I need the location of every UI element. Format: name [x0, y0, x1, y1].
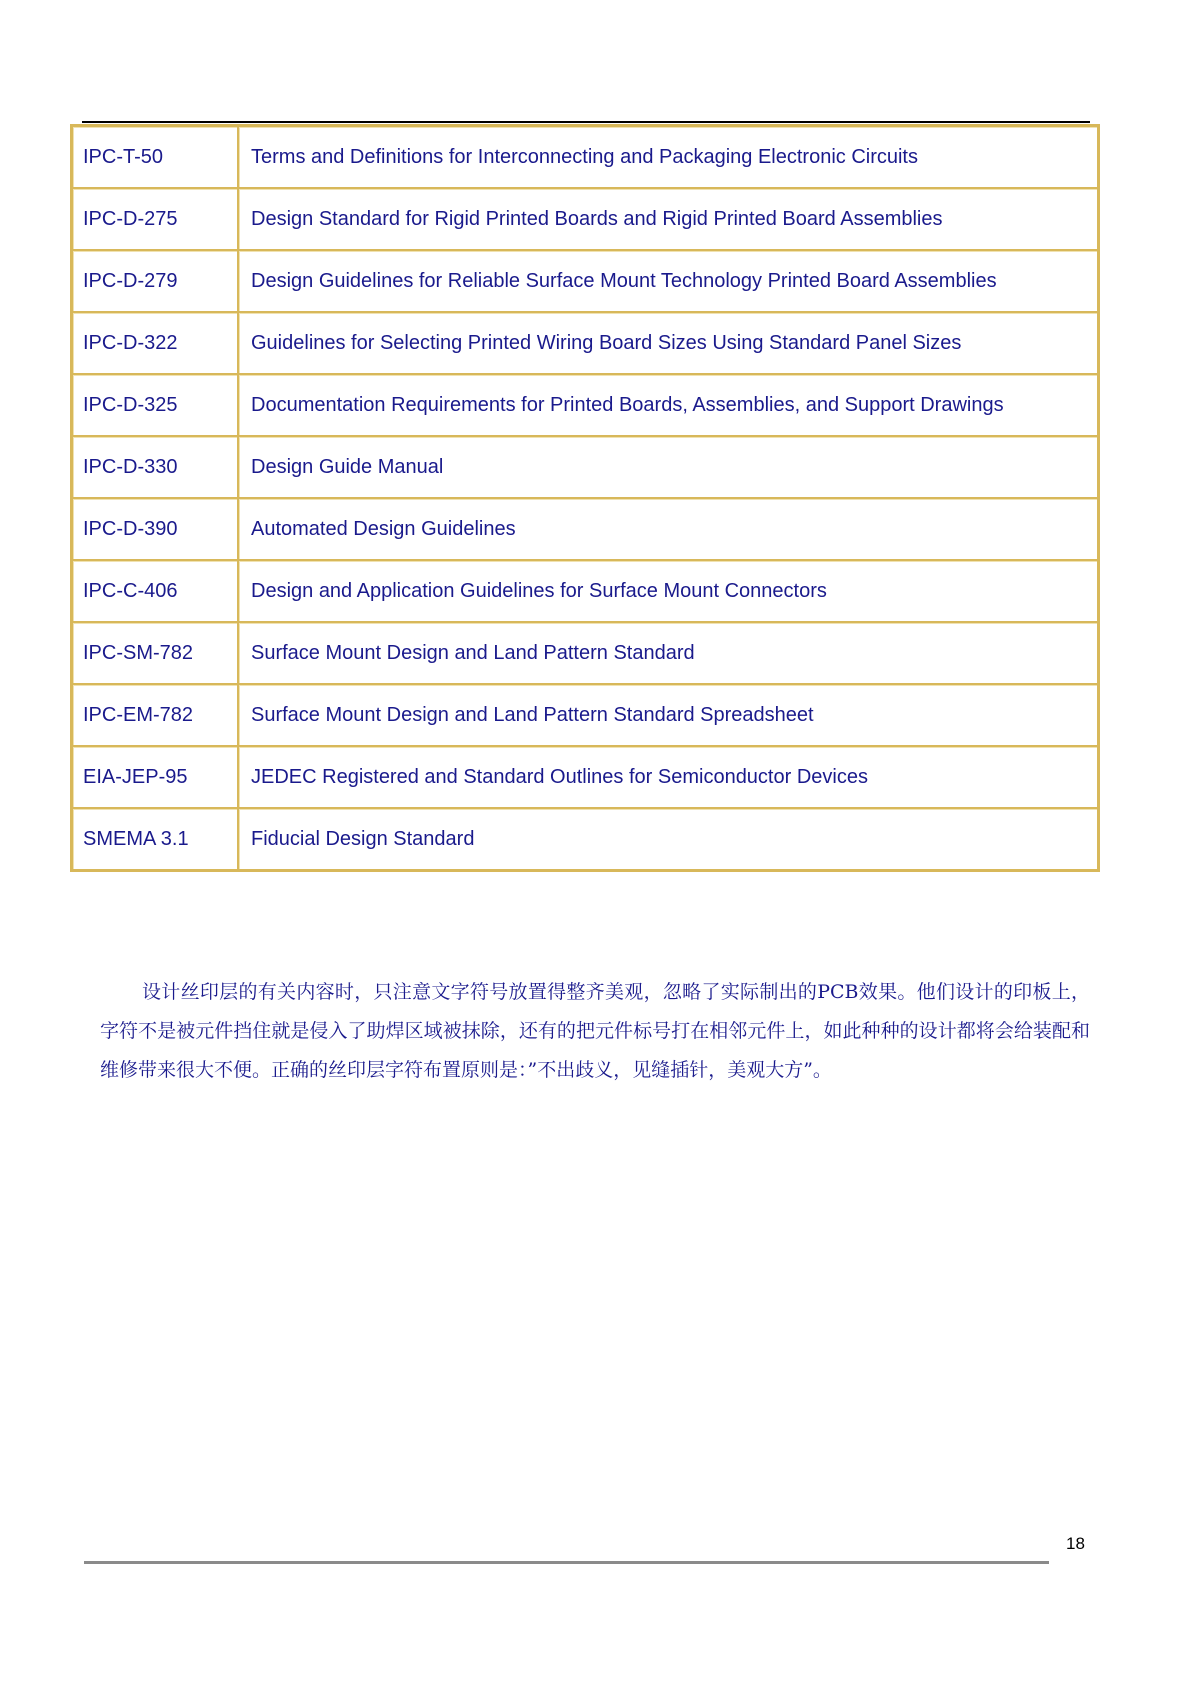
- table-row: [73, 375, 1097, 437]
- standard-code: IPC-D-325: [73, 375, 239, 437]
- standard-title: Documentation Requirements for Printed Boards, Assemblies, and Support Drawings: [239, 375, 1097, 437]
- standard-title: Terms and Definitions for Interconnecting and Packaging Electronic Circuits: [239, 127, 1097, 189]
- standard-title: Fiducial Design Standard: [239, 809, 1097, 869]
- standard-title: Surface Mount Design and Land Pattern Standard Spreadsheet: [239, 685, 1097, 747]
- table-row: [73, 251, 1097, 313]
- standards-table: [70, 124, 1100, 872]
- top-divider: [82, 121, 1090, 123]
- standard-title: Design Guide Manual: [239, 437, 1097, 499]
- silkscreen-paragraph: 设计丝印层的有关内容时，只注意文字符号放置得整齐美观，忽略了实际制出的PCB效果。他们设计的印板上，字符不是被元件挡住就是侵入了助焊区域被抹除，还有的把元件标号打在相邻元件上，如此种种的设计都将会给装配和维修带来很大不便。正确的丝印层字符布置原则是：”不出歧义，见缝插针，美观大方”。: [100, 981, 1090, 1081]
- standard-code: IPC-D-322: [73, 313, 239, 375]
- standard-title: Automated Design Guidelines: [239, 499, 1097, 561]
- table-row: [73, 747, 1097, 809]
- table-row: [73, 189, 1097, 251]
- bottom-divider: [84, 1561, 1049, 1564]
- standard-code: IPC-D-390: [73, 499, 239, 561]
- standard-code: IPC-T-50: [73, 127, 239, 189]
- table-row: [73, 623, 1097, 685]
- standard-title: Surface Mount Design and Land Pattern Standard: [239, 623, 1097, 685]
- table-row: [73, 127, 1097, 189]
- standard-title: Design Guidelines for Reliable Surface Mount Technology Printed Board Assemblies: [239, 251, 1097, 313]
- table-row: [73, 499, 1097, 561]
- standard-code: IPC-EM-782: [73, 685, 239, 747]
- standard-title: Guidelines for Selecting Printed Wiring Board Sizes Using Standard Panel Sizes: [239, 313, 1097, 375]
- table-row: [73, 561, 1097, 623]
- table-row: [73, 313, 1097, 375]
- table-row: [73, 437, 1097, 499]
- page-number: 18: [1066, 1534, 1085, 1553]
- standard-code: IPC-SM-782: [73, 623, 239, 685]
- standard-code: IPC-D-279: [73, 251, 239, 313]
- standard-code: IPC-D-330: [73, 437, 239, 499]
- standard-title: JEDEC Registered and Standard Outlines for Semiconductor Devices: [239, 747, 1097, 809]
- standard-code: IPC-C-406: [73, 561, 239, 623]
- standard-title: Design Standard for Rigid Printed Boards and Rigid Printed Board Assemblies: [239, 189, 1097, 251]
- standard-code: IPC-D-275: [73, 189, 239, 251]
- standard-title: Design and Application Guidelines for Surface Mount Connectors: [239, 561, 1097, 623]
- standard-code: EIA-JEP-95: [73, 747, 239, 809]
- table-row: [73, 809, 1097, 869]
- standard-code: SMEMA 3.1: [73, 809, 239, 869]
- table-row: [73, 685, 1097, 747]
